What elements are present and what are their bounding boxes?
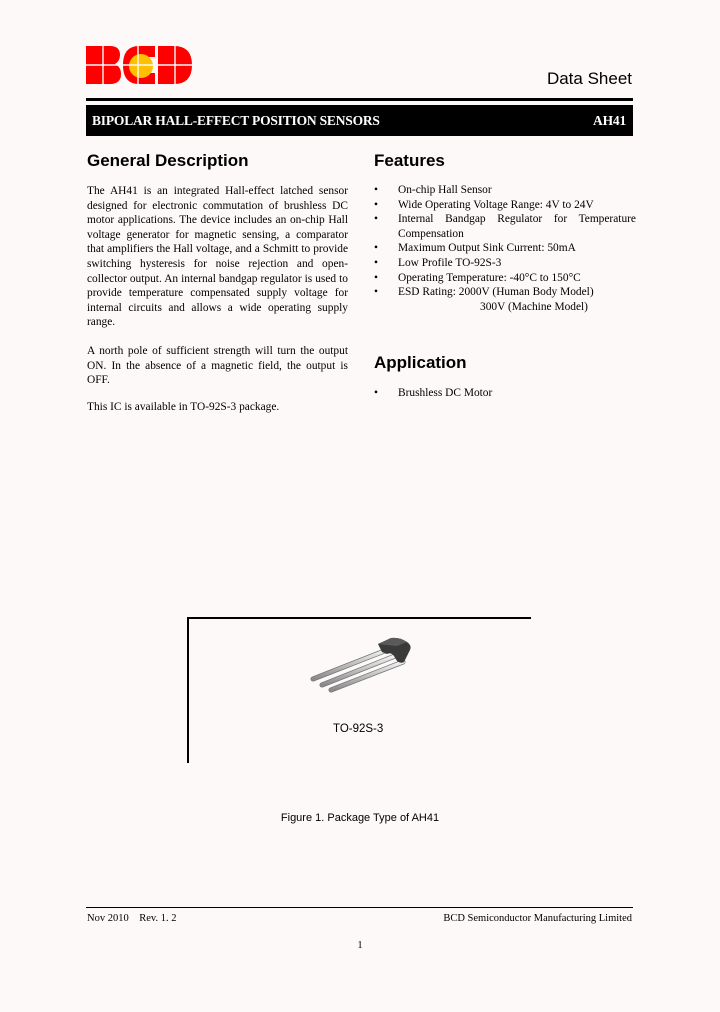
feature-item: • Low Profile TO-92S-3 — [374, 256, 502, 269]
bullet-icon: • — [374, 184, 378, 196]
feature-item: • Internal Bandgap Regulator for Temperature Compensation — [374, 213, 636, 240]
description-paragraph-2: A north pole of sufficient strength will turn the output ON. In the absence of a magnetic field, the output is OFF. — [87, 345, 348, 387]
description-paragraph-1: The AH41 is an integrated Hall-effect latched sensor designed for electronic commutation of brushless DC motor applications. The device includes an on-chip Hall voltage generator for magnetic sensing, a comparator that amplifiers the Hall voltage, and a Schmitt to provide switching hysteresis for noise rejection and open-collector output. An internal bandgap regulator is used to provide temperature compensated supply voltage for internal circuits and allows a wide operating supply range. — [87, 185, 348, 329]
description-paragraph-3: This IC is available in TO-92S-3 package. — [87, 401, 280, 413]
application-item: • Brushless DC Motor — [374, 387, 493, 399]
to92s-package-icon — [305, 636, 415, 696]
doc-type-label: Data Sheet — [546, 69, 632, 88]
feature-item: • Wide Operating Voltage Range: 4V to 24V — [374, 198, 594, 211]
feature-item: • Maximum Output Sink Current: 50mA — [374, 242, 576, 255]
figure-frame-left — [187, 617, 189, 763]
feature-item: • Operating Temperature: -40°C to 150°C — [374, 271, 581, 284]
page-number: 1 — [357, 940, 363, 951]
figure-frame-top — [187, 617, 531, 619]
features-heading: Features — [374, 151, 445, 170]
feature-item: • On-chip Hall Sensor — [374, 184, 492, 196]
footer-company: BCD Semiconductor Manufacturing Limited — [443, 913, 632, 924]
footer-rule — [86, 907, 633, 908]
esd-machine-model: 300V (Machine Model) — [480, 300, 588, 313]
general-description-heading: General Description — [87, 151, 249, 170]
part-number: AH41 — [593, 112, 626, 128]
figure-caption: Figure 1. Package Type of AH41 — [280, 812, 440, 824]
bullet-icon: • — [374, 271, 378, 284]
bullet-icon: • — [374, 387, 378, 399]
package-label: TO-92S-3 — [333, 723, 384, 735]
bullet-icon: • — [374, 242, 378, 255]
document-title: BIPOLAR HALL-EFFECT POSITION SENSORS — [92, 112, 380, 128]
bcd-logo — [86, 46, 192, 84]
features-list — [374, 183, 636, 314]
title-bar — [86, 105, 633, 136]
bullet-icon: • — [374, 286, 378, 299]
bullet-icon: • — [374, 256, 378, 269]
header-rule — [86, 98, 633, 101]
feature-item: • ESD Rating: 2000V (Human Body Model) 300V (Machine Model) — [374, 285, 636, 314]
application-heading: Application — [374, 353, 467, 372]
footer-date-revision: Nov 2010 Rev. 1. 2 — [87, 913, 177, 924]
application-list — [374, 386, 636, 401]
bullet-icon: • — [374, 213, 378, 226]
bullet-icon: • — [374, 198, 378, 211]
